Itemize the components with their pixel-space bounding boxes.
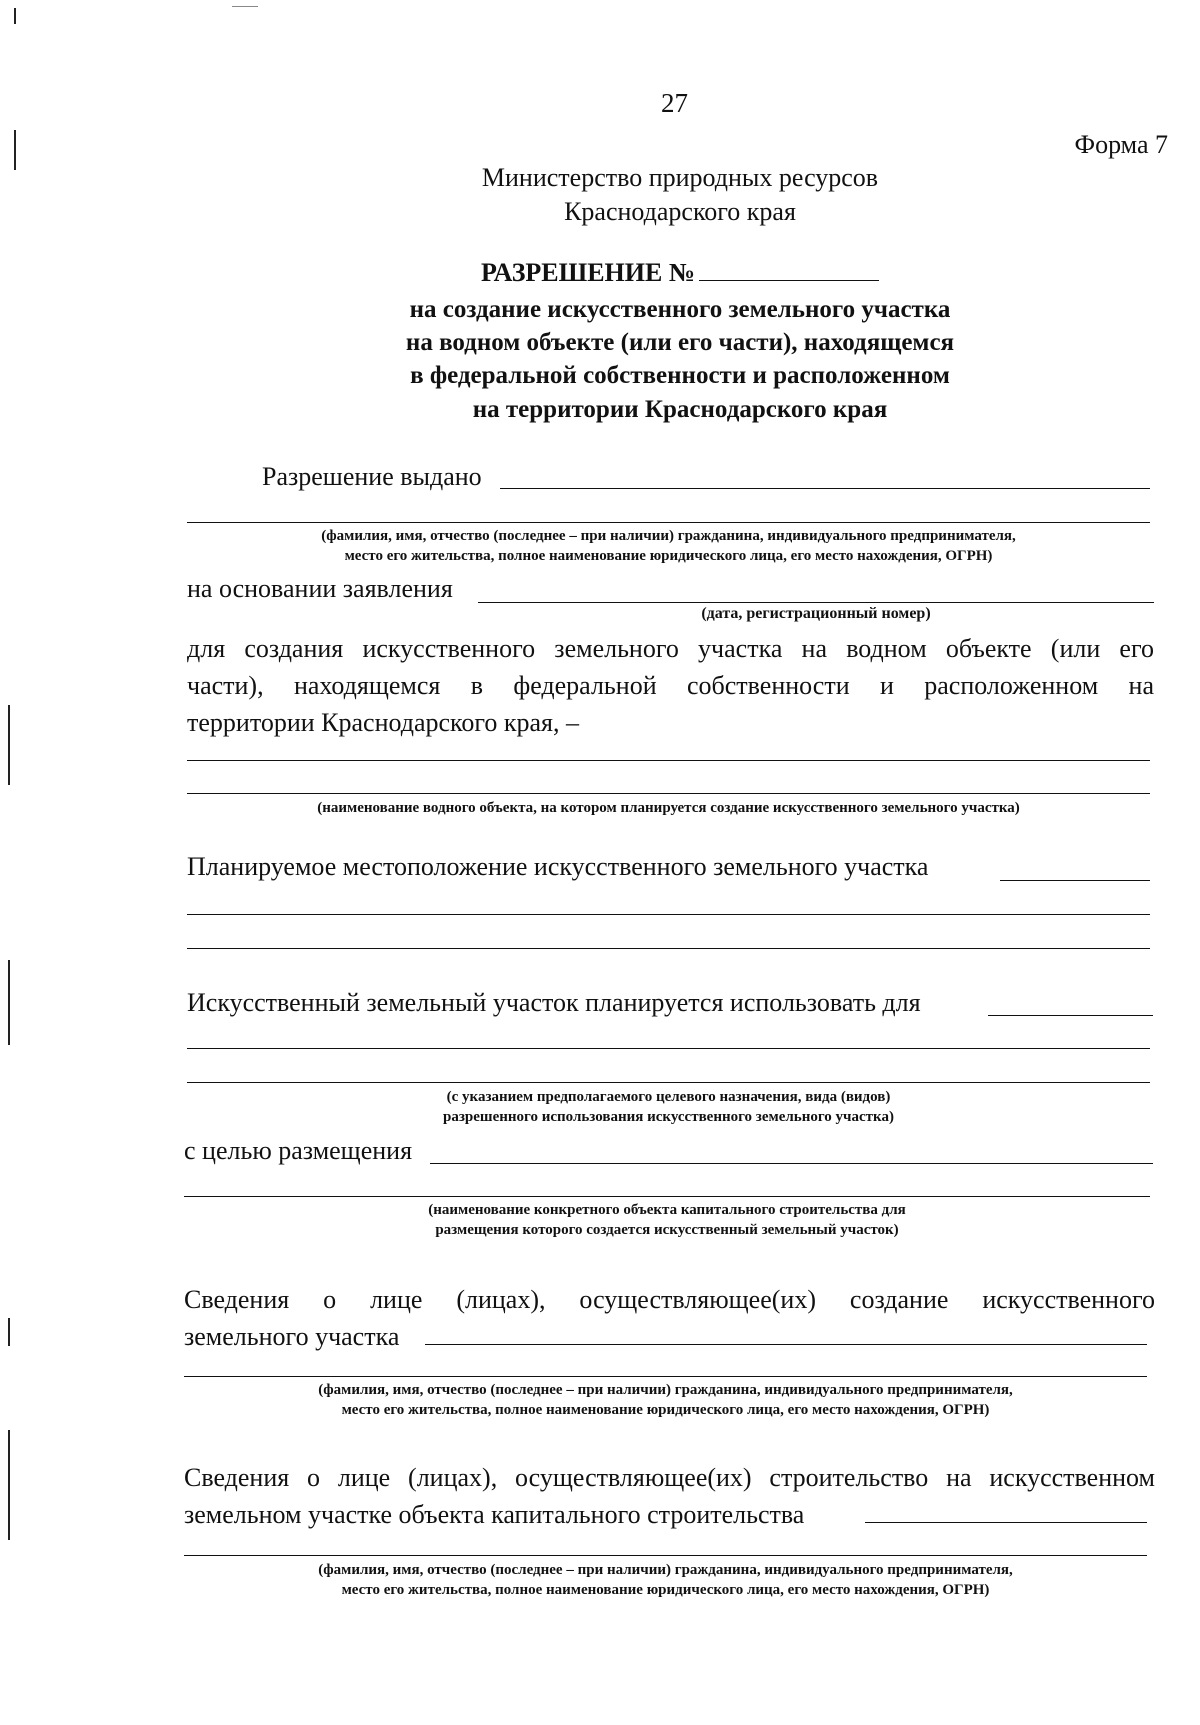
usage-label: Искусственный земельный участок планируется использовать для: [187, 988, 921, 1017]
usage-field-line-3[interactable]: [187, 1082, 1150, 1083]
paragraph-line: территории Краснодарского края, –: [187, 708, 580, 737]
paragraph-line: земельного участка: [184, 1322, 400, 1351]
scan-margin-mark: [8, 960, 10, 1045]
water-object-note: (наименование водного объекта, на котором планируется создание искусственного земельного участка): [317, 800, 1020, 816]
usage-note: [187, 1087, 1150, 1128]
water-object-field-line-2[interactable]: [187, 793, 1150, 794]
permit-number-field[interactable]: [699, 258, 879, 281]
basis-label: на основании заявления: [187, 574, 453, 603]
purpose-paragraph: [187, 630, 1154, 741]
paragraph-line: Сведения о лице (лицах), осуществляющее(их) создание искусственного: [184, 1285, 1155, 1314]
builder-field-line-2[interactable]: [184, 1555, 1147, 1556]
title-subline: на территории Краснодарского края: [472, 396, 888, 423]
location-label: Планируемое местоположение искусственного земельного участка: [187, 852, 929, 881]
issued-to-label: Разрешение выдано: [262, 462, 482, 491]
issued-to-field[interactable]: [500, 488, 1150, 489]
scan-margin-mark: [8, 705, 10, 785]
title-subline: в федеральной собственности и расположенном: [410, 362, 950, 389]
builder-note: [184, 1560, 1147, 1601]
note-line: место его жительства, полное наименование юридического лица, его место нахождения, ОГРН): [341, 1402, 990, 1419]
scan-margin-mark: [14, 8, 16, 24]
paragraph-line: Сведения о лице (лицах), осуществляющее(их) строительство на искусственном: [184, 1463, 1155, 1492]
location-field-line-3[interactable]: [187, 948, 1150, 949]
creator-field-line-2[interactable]: [184, 1376, 1147, 1377]
title-subline: на создание искусственного земельного участка: [409, 296, 951, 323]
form-label: Форма 7: [1074, 130, 1168, 159]
location-field[interactable]: [1000, 880, 1150, 881]
usage-field[interactable]: [988, 1015, 1153, 1016]
note-line: (с указанием предполагаемого целевого назначения, вида (видов): [446, 1089, 891, 1105]
note-line: место его жительства, полное наименование юридического лица, его место нахождения, ОГРН): [344, 548, 993, 565]
page-number: 27: [661, 88, 688, 118]
note-line: размещения которого создается искусственный земельный участок): [435, 1222, 899, 1239]
creator-note: [184, 1380, 1147, 1421]
scan-margin-mark: [14, 130, 16, 170]
placement-note: [184, 1200, 1150, 1241]
builder-field[interactable]: [865, 1522, 1147, 1523]
document-title: [180, 258, 1180, 288]
paragraph-line: земельном участке объекта капитального строительства: [184, 1500, 805, 1529]
basis-note: (дата, регистрационный номер): [701, 605, 931, 622]
creator-field[interactable]: [425, 1344, 1147, 1345]
note-line: (фамилия, имя, отчество (последнее – при наличии) гражданина, индивидуального предпринимателя,: [318, 1562, 1013, 1578]
scan-top-dash: [232, 6, 258, 7]
title-text: РАЗРЕШЕНИЕ №: [481, 258, 695, 287]
placement-label: с целью размещения: [184, 1136, 413, 1165]
ministry-line-1: Министерство природных ресурсов: [481, 163, 879, 192]
ministry-line-2: Краснодарского края: [564, 197, 796, 226]
water-object-field[interactable]: [187, 760, 1150, 761]
placement-field[interactable]: [430, 1163, 1153, 1164]
note-line: (фамилия, имя, отчество (последнее – при наличии) гражданина, индивидуального предпринимателя,: [318, 1382, 1013, 1398]
issued-to-note: [187, 526, 1150, 567]
title-subline: на водном объекте (или его части), находящемся: [405, 329, 955, 356]
note-line: разрешенного использования искусственного земельного участка): [443, 1109, 894, 1126]
scan-margin-mark: [8, 1430, 10, 1540]
paragraph-line: части), находящемся в федеральной собственности и расположенном на: [187, 671, 1154, 700]
usage-field-line-2[interactable]: [187, 1048, 1150, 1049]
note-line: место его жительства, полное наименование юридического лица, его место нахождения, ОГРН): [341, 1582, 990, 1599]
note-line: (наименование конкретного объекта капитального строительства для: [428, 1202, 906, 1218]
location-field-line-2[interactable]: [187, 914, 1150, 915]
issued-to-field-line-2[interactable]: [187, 522, 1150, 523]
note-line: (фамилия, имя, отчество (последнее – при наличии) гражданина, индивидуального предпринимателя,: [321, 528, 1016, 544]
scan-margin-mark: [8, 1318, 10, 1346]
paragraph-line: для создания искусственного земельного участка на водном объекте (или его: [187, 634, 1154, 663]
placement-field-line-2[interactable]: [184, 1196, 1150, 1197]
